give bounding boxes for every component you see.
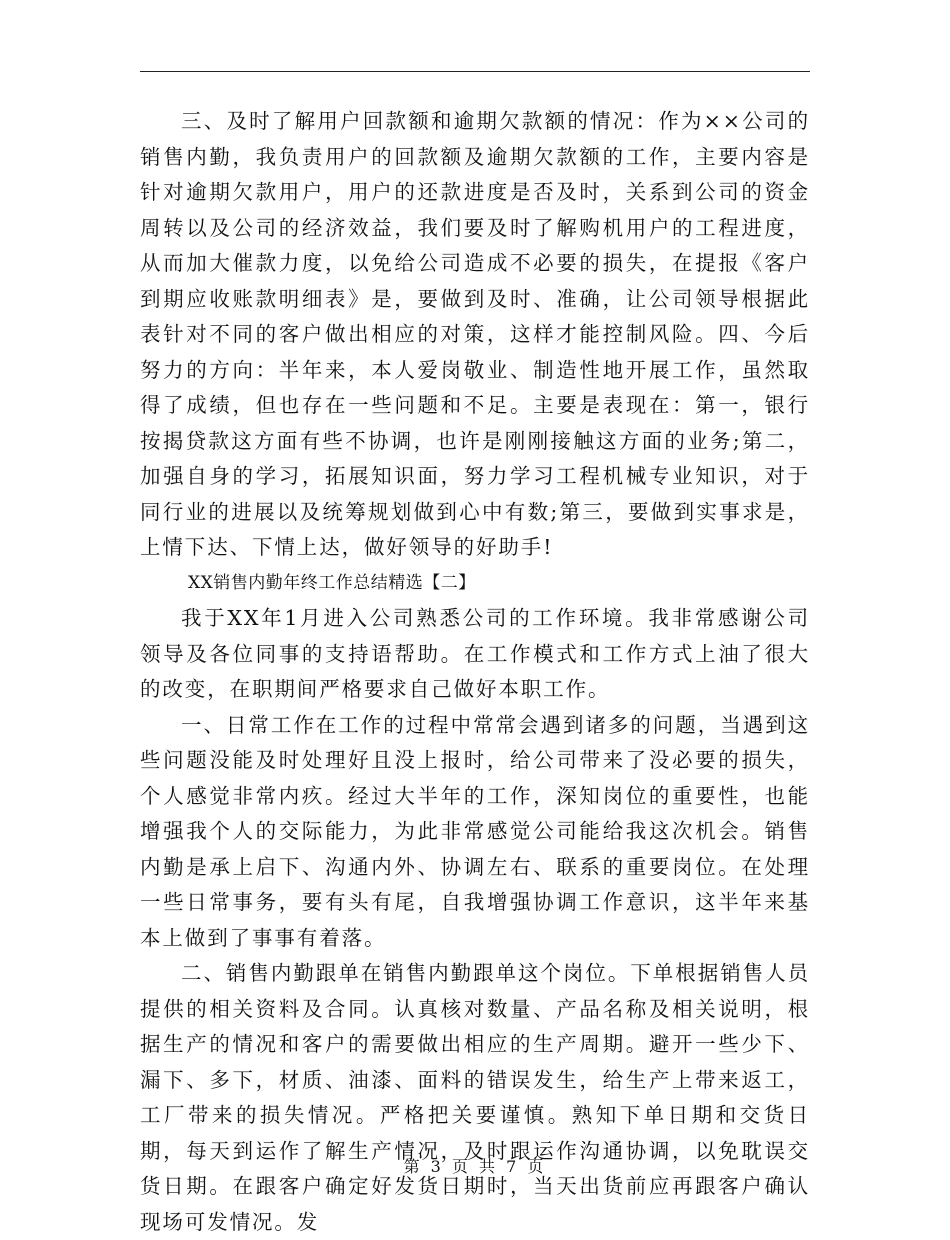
paragraph-daily-work: 一、日常工作在工作的过程中常常会遇到诸多的问题，当遇到这些问题没能及时处理好且没上报时，给公司带来了没必要的损失，个人感觉非常内疚。经过大半年的工作，深知岗位的重要性，也能增强我个人的交际能力，为此非常感觉公司能给我这次机会。销售内勤是承上启下、沟通内外、协调左右、联系的重要岗位。在处理一些日常事务，要有头有尾，自我增强协调工作意识，这半年来基本上做到了事事有着落。: [140, 712, 810, 950]
header-rule: [140, 71, 810, 72]
paragraph-section-three: 三、及时了解用户回款额和逾期欠款额的情况：作为××公司的销售内勤，我负责用户的回款额及逾期欠款额的工作，主要内容是针对逾期欠款用户，用户的还款进度是否及时，关系到公司的资金周转以及公司的经济效益，我们要及时了解购机用户的工程进度，从而加大催款力度，以免给公司造成不必要的损失，在提报《客户到期应收账款明细表》是，要做到及时、准确，让公司领导根据此表针对不同的客户做出相应的对策，这样才能控制风险。四、今后努力的方向：半年来，本人爱岗敬业、制造性地开展工作，虽然取得了成绩，但也存在一些问题和不足。主要是表现在：第一，银行按揭贷款这方面有些不协调，也许是刚刚接触这方面的业务;第二，加强自身的学习，拓展知识面，努力学习工程机械专业知识，对于同行业的进展以及统筹规划做到心中有数;第三，要做到实事求是，上情下达、下情上达，做好领导的好助手!: [140, 109, 810, 559]
page-number-footer: 第 3 页 共 7 页: [403, 1157, 547, 1176]
body-text: [140, 104, 810, 1240]
section-heading: XX销售内勤年终工作总结精选【二】: [188, 572, 476, 593]
paragraph-order-followup: 二、销售内勤跟单在销售内勤跟单这个岗位。下单根据销售人员提供的相关资料及合同。认真核对数量、产品名称及相关说明，根据生产的情况和客户的需要做出相应的生产周期。避开一些少下、漏下、多下，材质、油漆、面料的错误发生，给生产上带来返工，工厂带来的损失情况。严格把关要谨慎。熟知下单日期和交货日期，每天到运作了解生产情况，及时跟运作沟通协调，以免耽误交货日期。在跟客户确定好发货日期时，当天出货前应再跟客户确认现场可发情况。发: [140, 961, 810, 1234]
paragraph-intro: 我于XX年1月进入公司熟悉公司的工作环境。我非常感谢公司领导及各位同事的支持语帮助。在工作模式和工作方式上油了很大的改变，在职期间严格要求自己做好本职工作。: [140, 606, 810, 701]
